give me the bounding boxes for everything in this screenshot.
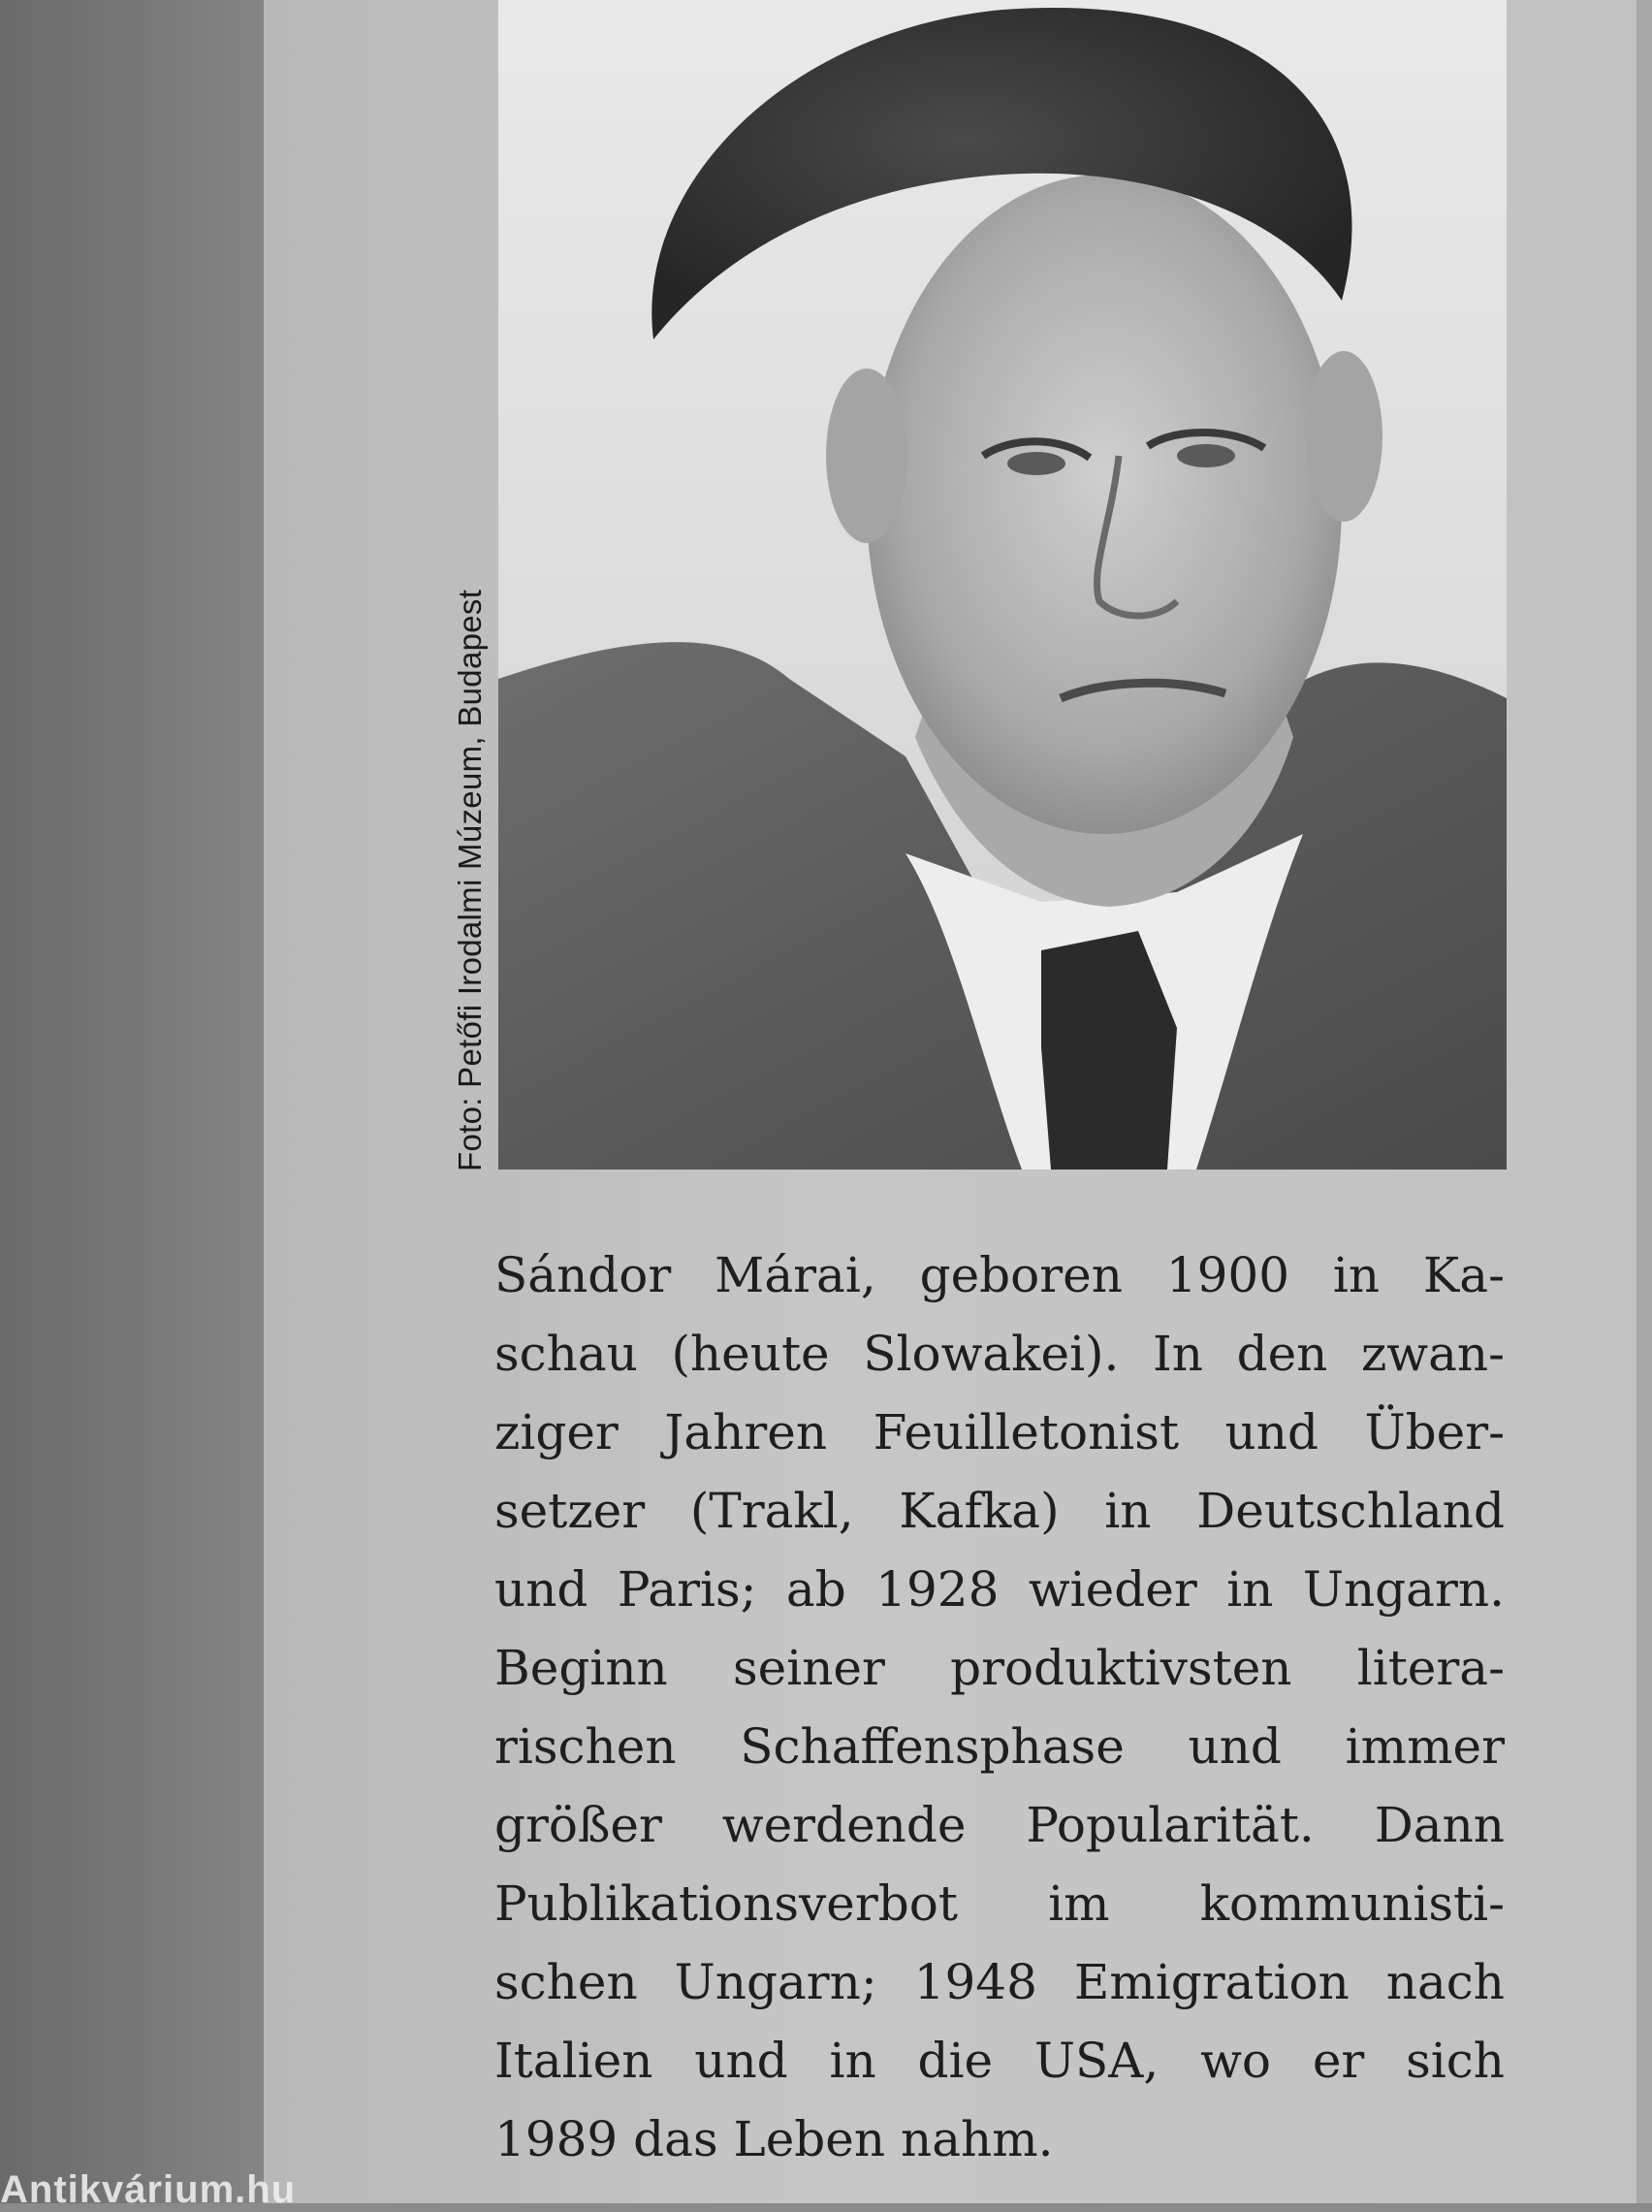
book-spine [0, 0, 264, 2203]
bio-line: setzer (Trakl, Kafka) in Deutschland [494, 1483, 1505, 1539]
portrait-illustration [498, 0, 1507, 1170]
bio-line: und Paris; ab 1928 wieder in Ungarn. [494, 1561, 1505, 1618]
bio-line: ziger Jahren Feuilletonist und Über- [494, 1404, 1505, 1460]
author-portrait-photo [498, 0, 1507, 1170]
bio-line: Publikationsverbot im kommunisti- [494, 1875, 1505, 1932]
bio-line: Italien und in die USA, wo er sich [494, 2033, 1505, 2089]
bio-line: schen Ungarn; 1948 Emigration nach [494, 1954, 1505, 2010]
author-biography [494, 1236, 1505, 2179]
bio-line: rischen Schaffensphase und immer [494, 1718, 1505, 1775]
cover-edge [1636, 0, 1652, 2203]
watermark: Antikvárium.hu [0, 2168, 297, 2211]
photo-credit: Foto: Petőfi Irodalmi Múzeum, Budapest [452, 589, 488, 1171]
bio-line: schau (heute Slowakei). In den zwan- [494, 1326, 1505, 1382]
bio-line: Beginn seiner produktivsten litera- [494, 1640, 1505, 1696]
bio-line: 1989 das Leben nahm. [494, 2111, 1054, 2167]
bio-line: Sándor Márai, geboren 1900 in Ka- [494, 1247, 1505, 1303]
bio-line: größer werdende Popularität. Dann [494, 1797, 1505, 1853]
